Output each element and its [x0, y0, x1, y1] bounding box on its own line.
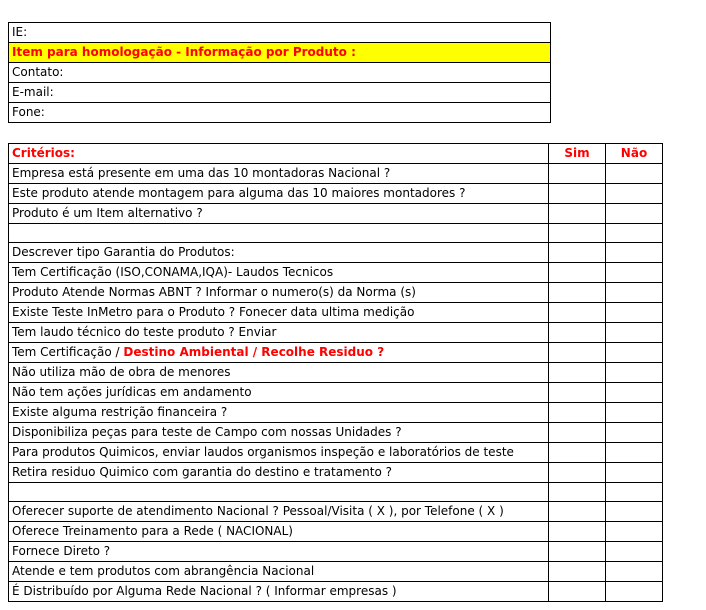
criterion-cell[interactable]: Tem laudo técnico do teste produto ? Enviar: [9, 323, 549, 343]
nao-cell[interactable]: [606, 224, 663, 243]
ie-cell[interactable]: IE:: [9, 23, 551, 43]
email-cell[interactable]: E-mail:: [9, 83, 551, 103]
criterion-cell[interactable]: Produto é um Item alternativo ?: [9, 204, 549, 224]
sim-cell[interactable]: [549, 443, 606, 463]
nao-cell[interactable]: [606, 562, 663, 582]
table-row: [9, 502, 663, 522]
nao-cell[interactable]: [606, 283, 663, 303]
sim-cell[interactable]: [549, 343, 606, 363]
table-row: [9, 443, 663, 463]
sim-cell[interactable]: [549, 224, 606, 243]
table-row: [9, 383, 663, 403]
nao-cell[interactable]: [606, 303, 663, 323]
criterion-cell[interactable]: Disponibiliza peças para teste de Campo com nossas Unidades ?: [9, 423, 549, 443]
nao-cell[interactable]: [606, 463, 663, 483]
table-row: [9, 204, 663, 224]
info-table: [8, 22, 551, 123]
nao-cell[interactable]: [606, 383, 663, 403]
nao-cell[interactable]: [606, 363, 663, 383]
cert-highlight: Destino Ambiental / Recolhe Residuo ?: [123, 345, 385, 359]
criterion-cell[interactable]: Não utiliza mão de obra de menores: [9, 363, 549, 383]
nao-cell[interactable]: [606, 443, 663, 463]
contato-cell[interactable]: Contato:: [9, 63, 551, 83]
criterion-cell[interactable]: Oferece Treinamento para a Rede ( NACIONAL): [9, 522, 549, 542]
sim-cell[interactable]: [549, 542, 606, 562]
sim-cell[interactable]: [549, 303, 606, 323]
nao-cell[interactable]: [606, 184, 663, 204]
criterion-cell[interactable]: Produto Atende Normas ABNT ? Informar o numero(s) da Norma (s): [9, 283, 549, 303]
sim-cell[interactable]: [549, 483, 606, 502]
table-row: [9, 263, 663, 283]
table-row: [9, 184, 663, 204]
table-row: [9, 363, 663, 383]
nao-cell[interactable]: [606, 403, 663, 423]
sim-cell[interactable]: [549, 243, 606, 263]
sim-cell[interactable]: [549, 323, 606, 343]
criterion-cell[interactable]: Existe alguma restrição financeira ?: [9, 403, 549, 423]
table-row: [9, 224, 663, 243]
table-row: [9, 542, 663, 562]
table-row: [9, 522, 663, 542]
nao-cell[interactable]: [606, 423, 663, 443]
nao-cell[interactable]: [606, 542, 663, 562]
criterion-cell[interactable]: Tem Certificação (ISO,CONAMA,IQA)- Laudos Tecnicos: [9, 263, 549, 283]
criteria-header[interactable]: Critérios:: [9, 144, 549, 164]
criteria-table: [8, 143, 663, 602]
nao-cell[interactable]: [606, 263, 663, 283]
sim-cell[interactable]: [549, 383, 606, 403]
sim-cell[interactable]: [549, 423, 606, 443]
col-nao-header[interactable]: Não: [606, 144, 663, 164]
criterion-cell[interactable]: Existe Teste InMetro para o Produto ? Fonecer data ultima medição: [9, 303, 549, 323]
criterion-cell[interactable]: Retira residuo Quimico com garantia do destino e tratamento ?: [9, 463, 549, 483]
sim-cell[interactable]: [549, 263, 606, 283]
table-row: [9, 343, 663, 363]
criterion-cell[interactable]: É Distribuído por Alguma Rede Nacional ? ( Informar empresas ): [9, 582, 549, 602]
sim-cell[interactable]: [549, 164, 606, 184]
col-sim-header[interactable]: Sim: [549, 144, 606, 164]
criterion-cell[interactable]: Descrever tipo Garantia do Produtos:: [9, 243, 549, 263]
sim-cell[interactable]: [549, 502, 606, 522]
sim-cell[interactable]: [549, 363, 606, 383]
table-row: [9, 562, 663, 582]
table-row: [9, 463, 663, 483]
fone-cell[interactable]: Fone:: [9, 103, 551, 123]
sim-cell[interactable]: [549, 463, 606, 483]
table-row: [9, 582, 663, 602]
criterion-cell[interactable]: [9, 483, 549, 502]
criterion-cell[interactable]: Empresa está presente em uma das 10 montadoras Nacional ?: [9, 164, 549, 184]
criterion-cell[interactable]: Este produto atende montagem para alguma das 10 maiores montadores ?: [9, 184, 549, 204]
criterion-cell[interactable]: Para produtos Quimicos, enviar laudos organismos inspeção e laboratórios de teste: [9, 443, 549, 463]
table-row: [9, 423, 663, 443]
cert-prefix: Tem Certificação /: [12, 345, 124, 359]
table-row: [9, 243, 663, 263]
sim-cell[interactable]: [549, 184, 606, 204]
sim-cell[interactable]: [549, 582, 606, 602]
criteria-header-row: [9, 144, 663, 164]
nao-cell[interactable]: [606, 323, 663, 343]
table-row: [9, 283, 663, 303]
nao-cell[interactable]: [606, 164, 663, 184]
nao-cell[interactable]: [606, 502, 663, 522]
nao-cell[interactable]: [606, 582, 663, 602]
table-row: [9, 483, 663, 502]
table-row: [9, 164, 663, 184]
criterion-cell[interactable]: Fornece Direto ?: [9, 542, 549, 562]
table-row: [9, 403, 663, 423]
nao-cell[interactable]: [606, 343, 663, 363]
criterion-cell[interactable]: Não tem ações jurídicas em andamento: [9, 383, 549, 403]
criterion-cell[interactable]: Oferecer suporte de atendimento Nacional ? Pessoal/Visita ( X ), por Telefone ( X ): [9, 502, 549, 522]
sim-cell[interactable]: [549, 283, 606, 303]
item-title-cell[interactable]: Item para homologação - Informação por Produto :: [9, 43, 551, 63]
nao-cell[interactable]: [606, 483, 663, 502]
sim-cell[interactable]: [549, 204, 606, 224]
sim-cell[interactable]: [549, 522, 606, 542]
criterion-cell[interactable]: Atende e tem produtos com abrangência Nacional: [9, 562, 549, 582]
nao-cell[interactable]: [606, 522, 663, 542]
nao-cell[interactable]: [606, 243, 663, 263]
table-row: [9, 303, 663, 323]
table-row: [9, 323, 663, 343]
sim-cell[interactable]: [549, 403, 606, 423]
criterion-cell[interactable]: [9, 224, 549, 243]
nao-cell[interactable]: [606, 204, 663, 224]
sim-cell[interactable]: [549, 562, 606, 582]
criterion-cell-certificacao[interactable]: [9, 343, 549, 363]
